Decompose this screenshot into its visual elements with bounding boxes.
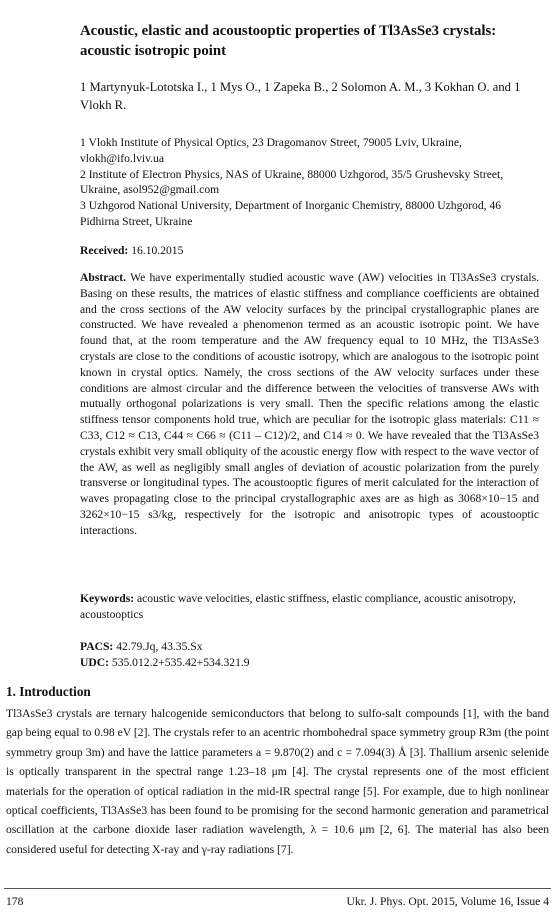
page-number: 178: [6, 895, 24, 908]
section-heading: 1. Introduction: [6, 684, 91, 699]
keywords-label: Keywords:: [80, 592, 135, 605]
udc-label: UDC:: [80, 655, 109, 669]
abstract-label: Abstract.: [80, 271, 127, 284]
affiliation-1: 1 Vlokh Institute of Physical Optics, 23 Dragomanov Street, 79005 Lviv, Ukraine, vlokh@ifo.lviv.ua: [80, 136, 462, 165]
udc-line: [80, 655, 250, 671]
introduction-text: Tl3AsSe3 crystals are ternary halcogenide semiconductors that belong to sulfo-salt compounds [1], with the band gap being equal to 0.98 eV [2]. The crystals refer to an acentric rhombohedral space symmetry group R3m (the point symmetry group 3m) and have the lattice parameters a = 9.870(2) and c = 7.094(3) Å [3]. Thallium arsenic selenide is optically transparent in the spectral range 1.23–18 μm [4]. The crystal represents one of the most efficient materials for the operation of optical radiation in the mid-IR spectral range [5]. For example, due to high nonlinear optical coefficients, Tl3AsSe3 has been found to be promising for the second harmonic generation and parametrical oscillation at the carbone dioxide laser radiation wavelength, λ = 10.6 μm [2, 6]. The material has also been considered useful for detecting X-ray and γ-ray radiations [7].: [6, 707, 549, 856]
classification-codes: [80, 639, 250, 671]
affiliations: [80, 135, 540, 230]
udc-text: 535.012.2+535.42+534.321.9: [111, 655, 250, 669]
abstract-text: We have experimentally studied acoustic wave (AW) velocities in Tl3AsSe3 crystals. Basing on these results, the matrices of elastic stiffness and compliance coefficients are obtained and the cross sections of the AW velocity surfaces by the principal crystallographic planes are constructed. We have revealed a phenomenon termed as an acoustic isotropic point. We have found that, at the room temperature and the AW frequency equal to 10 MHz, the Tl3AsSe3 crystals are close to the conditions of acoustic isotropy, which are analogous to the isotropic point known in crystal optics. Namely, the cross sections of the AW velocity surfaces under these conditions are almost circular and the difference between the velocities of transverse AWs with mutually orthogonal polarizations is very small. Then the specific relations among the elastic stiffness tensor components hold true, which are peculiar for the isotropic glass materials: C11 ≈ C33, C12 ≈ C13, C44 ≈ C66 ≈ (C11 – C12)/2, and C14 ≈ 0. We have revealed that the Tl3AsSe3 crystals exhibit very small obliquity of the acoustic energy flow with respect to the wave vector of the AW, as well as negligibly small angles of deviation of acoustic polarization from the purely transverse or longitudinal types. The acoustooptic figures of merit calculated for the interaction of waves propagating close to the principal crystallographic axes are as high as 3068×10−15 and 3262×10−15 s3/kg, respectively for the isotropic and anisotropic types of acoustooptic interactions.: [80, 271, 539, 537]
pacs-text: 42.79.Jq, 43.35.Sx: [116, 640, 203, 653]
received-date: 16.10.2015: [131, 244, 184, 257]
received-line: [80, 244, 183, 257]
affiliation-3: 3 Uzhgorod National University, Department of Inorganic Chemistry, 88000 Uzhgorod, 46 Pidhirna Street, Ukraine: [80, 199, 502, 228]
paper-title: Acoustic, elastic and acoustooptic properties of Tl3AsSe3 crystals: acoustic isotropic point: [80, 23, 497, 59]
author-list: 1 Martynyuk-Lototska I., 1 Mys O., 1 Zapeka B., 2 Solomon A. M., 3 Kokhan O. and 1 Vlokh R.: [80, 80, 521, 112]
affiliation-2: 2 Institute of Electron Physics, NAS of Ukraine, 88000 Uzhgorod, 35/5 Grushevsky Street, Ukraine, asol952@gmail.com: [80, 167, 504, 197]
keywords: [80, 591, 539, 623]
pacs-label: PACS:: [80, 640, 114, 653]
keywords-text: acoustic wave velocities, elastic stiffness, elastic compliance, acoustic anisotropy, acoustooptics: [80, 592, 516, 621]
footer-divider: [4, 888, 551, 889]
page-footer: [6, 895, 549, 908]
pacs-line: [80, 639, 250, 655]
received-label: Received:: [80, 244, 129, 257]
journal-citation: Ukr. J. Phys. Opt. 2015, Volume 16, Issue 4: [346, 895, 549, 908]
abstract: [80, 270, 539, 539]
